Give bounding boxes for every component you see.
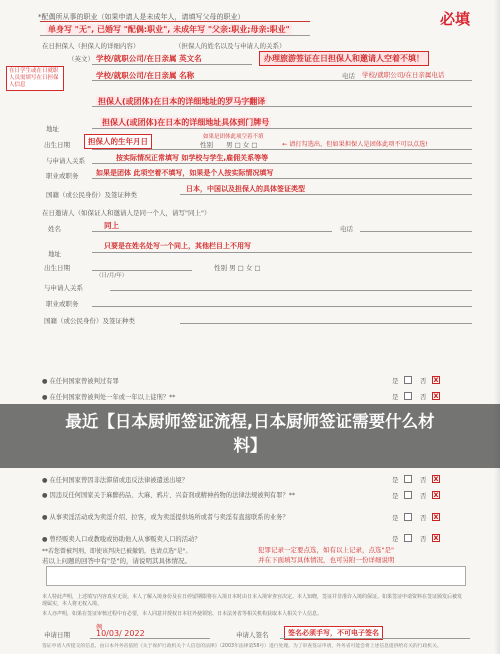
inviter-label: 在日邀请人（如保证人和邀请人是同一个人，请写"同上"） [42,209,211,217]
name-line [92,80,472,81]
inviter-dob-line [92,270,192,271]
bottom-note: 签证申请人所提交的信息，由日本外务省依照《关于保护行政机关个人信息的法律》（2003年法律第58号）进行处理。为了审查签证申请，外务省可能会将上述信息提供给有关的行政机关。 [42,644,442,649]
q6-yes-box[interactable] [404,534,412,542]
phone-label: 电话 [342,72,355,80]
job-hint: 单身写 "无", 已婚写 "配偶:职业", 未成年写 "父亲:职业;母亲:职业" [48,25,290,34]
date-line [90,638,210,639]
school-company-name: 学校/就职公司/在日亲属 名称 [96,71,195,80]
date-example: 例 [96,623,103,631]
inviter-name-label: 姓名 [48,225,61,233]
employer-label-2: （担保人的姓名以及与申请人的关系） [175,42,286,50]
sidenote-sponsor: 在日学生或在日就职人员需填写在日担保人信息 [6,66,64,91]
q5-no: 否 [420,514,427,522]
question-4: ● 因违反任何国家关于麻醉药品、大麻、鸦片、兴奋剂或精神药物的法律法规被判有罪？** [42,492,296,499]
job-label-2: 职业或职务 [46,172,79,180]
sex-options: 男 □ 女 □ [226,141,258,149]
q5-no-box[interactable]: x [433,512,439,521]
dob-line [92,149,472,150]
q3-yes-box[interactable] [404,475,412,483]
overlay-title: 最近【日本厨师签证流程,日本厨师签证需要什么材料】 [65,412,435,455]
question-3: ● 在任何国家曾因非法滞留或违反法律被遣送出境？ [42,477,189,484]
nationality-value: 日本，中国以及担保人的具体签证类型 [186,185,305,193]
q1-yes: 是 [392,377,399,385]
date-format: （日/月/年） [96,273,128,279]
inviter-relation-label: 与申请人关系 [44,284,83,292]
page-shadow [494,0,500,654]
relation-value: 按实际情况正常填写 如学校与学生,雇佣关系等等 [116,154,269,162]
address-romaji-line [92,106,472,107]
q2-yes: 是 [392,393,399,401]
nationality-line [180,194,472,195]
inviter-job-line [92,306,472,307]
q2-no-box[interactable]: x [433,391,439,400]
address-label: 地址 [46,125,59,133]
address-hint: 担保人(或团体)在日本的详细地址的罗马字翻译 [98,97,266,106]
question-6: ● 曾经贩卖人口或教唆或协助他人从事贩卖人口的活动？ [42,536,201,543]
date-value: 10/03/ 2022 [96,629,145,638]
q2-yes-box[interactable] [404,392,412,400]
declaration-text: 本人特此声明，上述填写内容真实无误。本人了解入境身份及在日停留期限将在入境日本时由日本入境审查官决定。本人知晓，签证并非准许入境的保证。如果签证申请资料在签证颁发后被发现属实，本人将无权入境。 [42,594,463,607]
job-line [40,35,310,36]
q4-no: 否 [420,492,427,500]
school-company-english: 学校/就职公司/在日亲属 英文名 [96,54,202,63]
nationality-label: 国籍（或公民身份）及签证种类 [46,191,137,199]
question-1: ● 在任何国家曾被判过有罪 [42,378,119,385]
sponsor-banner: 办理旅游签证在日担保人和邀请人空着不填！ [259,51,429,66]
inviter-address-line [92,252,472,253]
inviter-sex-label: 性别 男 □ 女 □ [214,264,261,272]
job-line-2 [92,178,472,179]
q3-no-box[interactable]: x [433,474,439,483]
inviter-name-value: 同上 [104,221,119,230]
spouse-job-label: *配偶所从事的职业（如果申请人是未成年人，请填写父母的职业） [38,13,245,21]
sex-note: ← 请打勾选出，但如果担保人是团体此项不可以点选! [282,141,428,148]
q2-no: 否 [420,393,427,401]
q4-no-box[interactable]: x [433,490,439,499]
q1-yes-box[interactable] [404,376,412,384]
inviter-relation-line [110,290,472,291]
employer-label: 在日担保人（担保人的详细内容） [42,42,140,50]
address-hint-2: 担保人(或团体)在日本的详细地址具体到门牌号 [102,118,270,127]
sex-note-top: 如果是团体此项空着不填 [203,134,264,140]
question-5: ● 从事卖淫活动或为卖淫介绍、拉客，或为卖淫提供场所或者与卖淫有直接联系的业务？ [42,514,289,521]
inviter-phone-label: 电话 [340,225,353,233]
phone-value: 学校/就职公司/在日亲属电话 [362,71,445,79]
criminal-note: 犯罪记录一定要点选，如有以上记录，点选"是" [258,546,394,554]
sex-label: 性别 [200,141,213,149]
relation-label: 与申请人关系 [46,157,85,165]
q5-yes: 是 [392,514,399,522]
job-value-2: 如果是团体 此项空着不填写，如果是个人按实际情况填写 [96,169,274,177]
address-line [92,128,472,129]
inviter-name-line [92,231,332,232]
date-label: 申请日期 [44,631,70,639]
q5-yes-box[interactable] [404,513,412,521]
underline [40,21,310,22]
sign-label: 申请人签名 [236,631,269,639]
inviter-dob-label: 出生日期 [44,264,70,272]
q4-yes-box[interactable] [404,491,412,499]
q6-no-box[interactable]: x [433,533,439,542]
q1-no-box[interactable]: x [433,375,439,384]
inviter-nationality-line [180,323,472,324]
english-label: （英文） [68,55,94,63]
q4-yes: 是 [392,492,399,500]
q1-no: 否 [420,377,427,385]
q6-yes: 是 [392,535,399,543]
questions-footnote: **若您曾被判刑，即使该判决已被撤销，也请点选"是"。 [42,548,192,555]
english-name-line [92,64,252,65]
dob-value: 担保人的生年月日 [84,134,152,149]
sign-line[interactable] [280,638,470,639]
detail-hint: 并在下面填写具体情况，也可另附一份详细说明 [258,556,395,564]
q3-no: 否 [420,476,427,484]
inviter-phone-line [360,231,472,232]
q6-no: 否 [420,535,427,543]
question-2: ● 在任何国家曾被判处一年或一年以上徒刑？** [42,394,176,401]
q3-yes: 是 [392,476,399,484]
declaration-text-2: 本人亦声明，如果在签证审核过程中有必要，本人同意并授权日本驻外使领馆、日本法务省等相关机构获取本人相关个人信息。 [42,611,323,617]
inviter-nationality-label: 国籍（或公民身份）及签证种类 [44,317,135,325]
dob-label: 出生日期 [44,141,70,149]
inviter-job-label: 职业或职务 [46,300,79,308]
detail-textbox[interactable] [46,566,466,586]
inviter-address-value: 只要是在姓名处写一个同上，其他栏目上不用写 [104,242,251,250]
relation-line [92,163,472,164]
must-fill-stamp: 必填 [440,10,471,28]
inviter-address-label: 地址 [48,250,61,258]
detail-prompt: 若以上问题的回答中有"是"的，请说明其具体情况。 [42,557,191,565]
sign-hint: 签名必须手写，不可电子签名 [284,626,383,640]
